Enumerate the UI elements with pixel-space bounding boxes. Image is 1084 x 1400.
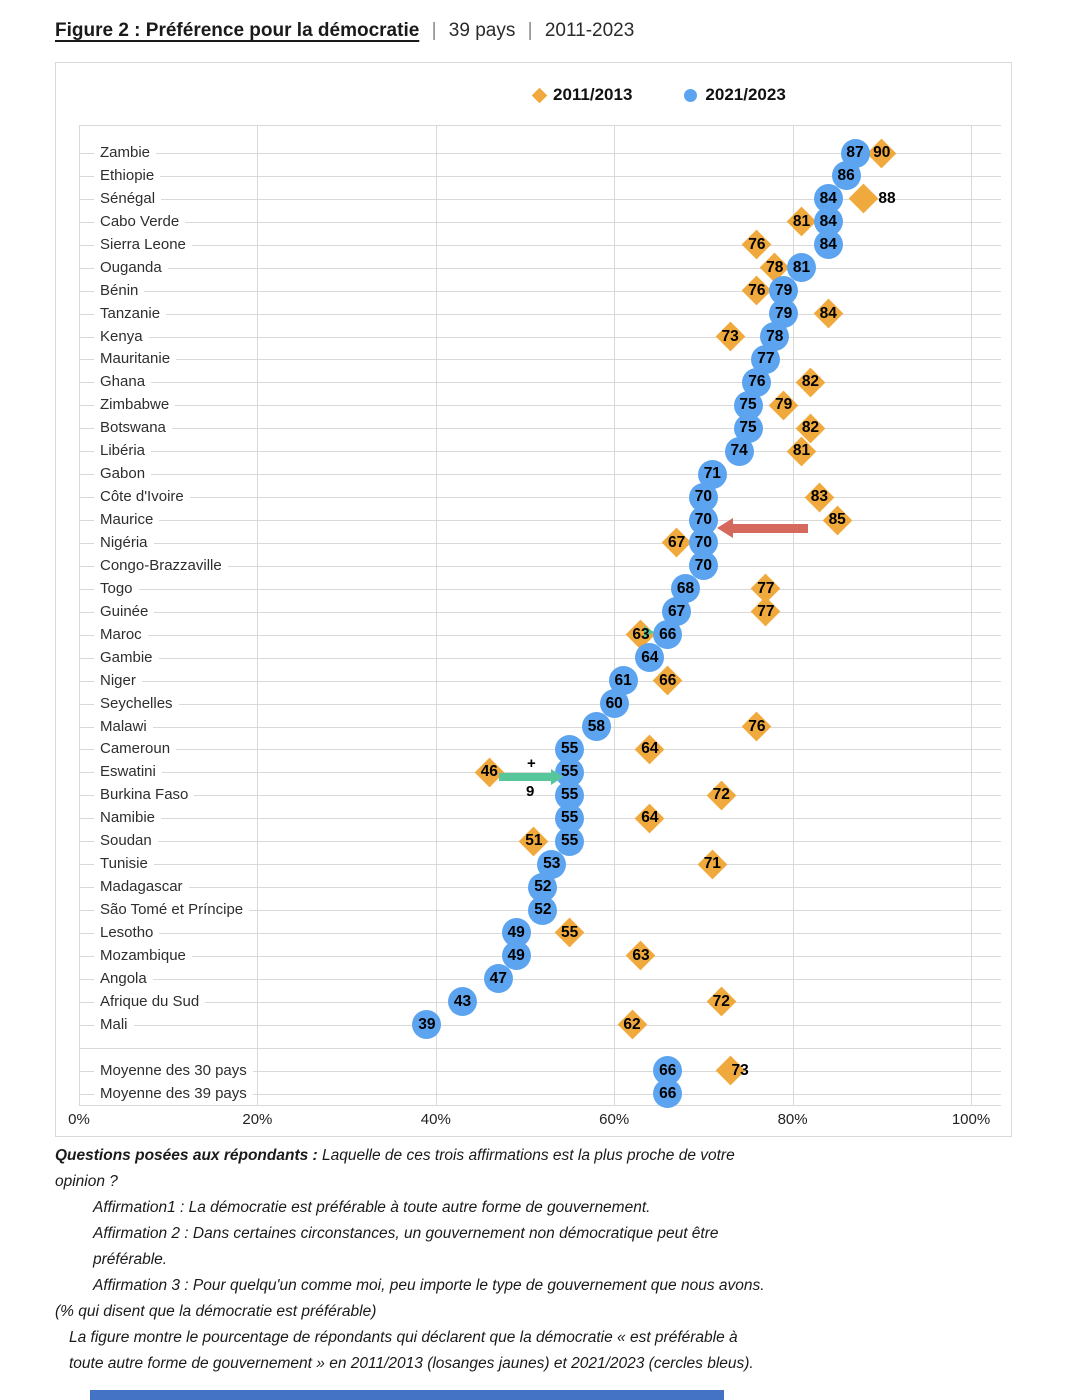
legend-label-2011-2013: 2011/2013 (553, 85, 633, 104)
value-label-2011: 76 (748, 717, 766, 735)
row-label: Cameroun (94, 740, 176, 758)
value-label-2021: 55 (560, 809, 579, 827)
x-axis-tick-label: 60% (599, 1111, 630, 1128)
value-label-2021: 75 (739, 419, 757, 437)
row-label: Guinée (94, 603, 154, 621)
row-label: Tanzanie (94, 305, 166, 323)
marker-diamond-2011 (742, 230, 772, 260)
row-gridline (79, 818, 1001, 819)
value-label-2021: 70 (694, 511, 713, 529)
value-label-2021: 70 (694, 488, 713, 506)
row-label: Gabon (94, 465, 151, 483)
value-label-2021: 81 (792, 258, 811, 276)
value-label-2021: 66 (659, 1084, 677, 1102)
value-label-2011: 67 (668, 533, 686, 551)
value-label-2011: 63 (632, 625, 650, 643)
row-label: Sierra Leone (94, 236, 192, 254)
value-label-2021: 64 (641, 648, 659, 666)
row-gridline (79, 382, 1001, 383)
marker-circle-2021 (725, 437, 754, 466)
marker-diamond-2011 (796, 368, 826, 398)
row-gridline (79, 933, 1001, 934)
row-label: Mozambique (94, 947, 192, 965)
value-label-2011: 72 (712, 786, 730, 804)
value-label-2021: 84 (819, 235, 837, 253)
row-label: Zimbabwe (94, 396, 175, 414)
marker-diamond-2011 (555, 918, 585, 948)
row-label: Congo-Brazzaville (94, 557, 228, 575)
marker-circle-2021 (653, 1079, 682, 1108)
marker-diamond-2011 (474, 758, 504, 788)
figure-title-main: Figure 2 : Préférence pour la démocratie (55, 20, 420, 41)
marker-diamond-2011 (715, 1056, 745, 1086)
value-label-2021: 87 (846, 144, 864, 161)
row-label: Maurice (94, 511, 159, 529)
value-label-2021: 86 (837, 166, 855, 184)
value-label-2021: 66 (659, 625, 677, 643)
value-label-2011: 46 (480, 763, 498, 781)
value-label-2011: 85 (828, 511, 846, 529)
marker-diamond-2011 (635, 735, 665, 765)
title-separator-2: | (527, 20, 533, 41)
value-label-2011: 51 (525, 832, 543, 850)
red-arrow-head (717, 518, 733, 538)
marker-diamond-2011 (822, 505, 852, 535)
note-line: Affirmation1 : La démocratie est préférable à toute autre forme de gouvernement. (93, 1199, 651, 1216)
value-label-2021: 58 (587, 717, 605, 735)
value-label-2021: 52 (534, 878, 552, 896)
value-label-2011: 84 (819, 304, 837, 322)
value-label-2011: 76 (748, 281, 766, 299)
note-line: Affirmation 2 : Dans certaines circonstances, un gouvernement non démocratique peut être (93, 1225, 719, 1242)
vertical-gridline (436, 125, 437, 1105)
value-label-2021: 79 (775, 304, 793, 322)
row-label: Maroc (94, 626, 148, 644)
value-label-2011: 77 (757, 579, 775, 597)
value-label-2021: 60 (605, 694, 623, 712)
value-label-2021: 55 (560, 832, 579, 850)
title-separator-1: | (431, 20, 437, 41)
row-label: Libéria (94, 442, 151, 460)
vertical-gridline (971, 125, 972, 1105)
note-bold-prefix: Questions posées aux répondants : (55, 1147, 318, 1164)
row-gridline (79, 979, 1001, 980)
value-label-2021: 84 (819, 212, 837, 230)
bottom-blue-bar (90, 1390, 724, 1400)
value-label-2011: 64 (641, 809, 659, 827)
marker-diamond-2011 (617, 1010, 647, 1040)
figure-title-years: 2011-2023 (544, 20, 635, 41)
value-label-2021: 75 (739, 396, 757, 414)
row-gridline (79, 337, 1001, 338)
marker-diamond-2011 (662, 528, 692, 558)
x-axis-line (79, 1105, 1001, 1106)
note-line: préférable. (93, 1251, 168, 1268)
value-label-2021: 68 (676, 579, 695, 597)
value-label-2011: 76 (748, 235, 766, 253)
value-label-2021: 47 (489, 969, 507, 987)
value-label-2021: 66 (659, 1061, 677, 1079)
legend-item-2021-2023 (684, 85, 785, 105)
row-label: Botswana (94, 419, 172, 437)
row-gridline (79, 658, 1001, 659)
row-gridline (79, 727, 1001, 728)
row-gridline (79, 749, 1001, 750)
row-gridline (79, 359, 1001, 360)
value-label-2021: 79 (775, 281, 793, 299)
marker-diamond-2011 (742, 276, 772, 306)
row-label: Namibie (94, 809, 161, 827)
marker-diamond-2011 (813, 299, 843, 329)
row-gridline (79, 795, 1001, 796)
value-label-2011: 79 (775, 396, 793, 414)
note-line: Questions posées aux répondants : Laquelle de ces trois affirmations est la plus proche de votre (55, 1147, 735, 1164)
marker-diamond-2011 (805, 482, 835, 512)
nine-annotation: 9 (526, 783, 535, 801)
row-label: Moyenne des 30 pays (94, 1062, 253, 1080)
row-label: Angola (94, 970, 153, 988)
value-label-2011: 72 (712, 992, 730, 1010)
value-label-2011: 81 (792, 442, 811, 460)
value-label-2021: 67 (668, 602, 686, 620)
row-gridline (79, 704, 1001, 705)
value-label-2021: 70 (694, 556, 713, 574)
row-label: Cabo Verde (94, 213, 185, 231)
row-label: Malawi (94, 718, 153, 736)
note-line: toute autre forme de gouvernement » en 2011/2013 (losanges jaunes) et 2021/2023 (cercles bleus). (69, 1355, 754, 1372)
marker-diamond-2011 (697, 849, 727, 879)
legend-label-2021-2023: 2021/2023 (705, 85, 786, 104)
row-label: Togo (94, 580, 139, 598)
marker-diamond-2011 (635, 803, 665, 833)
value-label-2011: 73 (731, 1061, 749, 1079)
row-gridline (79, 474, 1001, 475)
figure-notes (55, 1143, 985, 1377)
x-axis-tick-label: 40% (420, 1111, 451, 1128)
value-label-2021: 77 (757, 350, 775, 368)
circle-legend-icon (684, 89, 697, 102)
x-axis-tick-label: 80% (777, 1111, 808, 1128)
row-label: Burkina Faso (94, 786, 194, 804)
value-label-2011: 88 (878, 189, 896, 207)
marker-diamond-2011 (867, 138, 897, 168)
row-label: Eswatini (94, 763, 162, 781)
row-gridline (79, 176, 1001, 177)
value-label-2011: 64 (641, 740, 659, 758)
value-label-2011: 71 (703, 855, 721, 873)
marker-diamond-2011 (787, 207, 817, 237)
value-label-2021: 39 (418, 1015, 436, 1033)
value-label-2021: 70 (694, 533, 713, 551)
value-label-2011: 62 (623, 1015, 641, 1033)
row-gridline (79, 451, 1001, 452)
row-label: Kenya (94, 328, 149, 346)
vertical-gridline (614, 125, 615, 1105)
note-line: Affirmation 3 : Pour quelqu'un comme moi, peu importe le type de gouvernement que nous avons. (93, 1277, 765, 1294)
row-gridline (79, 222, 1001, 223)
row-gridline (79, 635, 1001, 636)
row-label: Côte d'Ivoire (94, 488, 190, 506)
diamond-legend-icon (532, 87, 548, 103)
note-line: opinion ? (55, 1173, 118, 1190)
value-label-2011: 73 (721, 327, 739, 345)
row-label: São Tomé et Príncipe (94, 901, 249, 919)
marker-diamond-2011 (742, 712, 772, 742)
row-label: Madagascar (94, 878, 189, 896)
note-line: (% qui disent que la démocratie est préférable) (55, 1303, 377, 1320)
x-axis-tick-label: 20% (242, 1111, 273, 1128)
green-arrow-tail (499, 773, 551, 781)
value-label-2011: 78 (766, 258, 784, 276)
x-axis-tick-label: 100% (951, 1111, 991, 1128)
value-label-2021: 43 (453, 992, 472, 1010)
row-gridline (79, 1002, 1001, 1003)
figure-title-pays: 39 pays (448, 20, 516, 41)
marker-circle-2021 (412, 1010, 441, 1039)
value-label-2021: 55 (560, 786, 579, 804)
value-label-2011: 82 (801, 373, 820, 391)
marker-circle-2021 (484, 964, 513, 993)
marker-circle-2021 (528, 896, 557, 925)
row-label: Zambie (94, 144, 156, 162)
row-label: Mauritanie (94, 350, 176, 368)
marker-circle-2021 (814, 230, 843, 259)
row-gridline (79, 543, 1001, 544)
plot-area (56, 63, 1011, 1136)
row-label: Bénin (94, 282, 144, 300)
marker-diamond-2011 (706, 780, 736, 810)
row-gridline (79, 1025, 1001, 1026)
row-gridline (79, 956, 1001, 957)
value-label-2011: 90 (873, 144, 891, 161)
row-label: Tunisie (94, 855, 154, 873)
row-label: Moyenne des 39 pays (94, 1085, 253, 1103)
red-arrow-tail (732, 524, 808, 533)
row-gridline (79, 497, 1001, 498)
marker-circle-2021 (448, 987, 477, 1016)
row-label: Seychelles (94, 695, 179, 713)
row-label: Ethiopie (94, 167, 160, 185)
marker-circle-2021 (582, 712, 611, 741)
value-label-2021: 61 (614, 671, 632, 689)
row-label: Niger (94, 672, 142, 690)
marker-diamond-2011 (751, 597, 781, 627)
marker-circle-2021 (635, 643, 664, 672)
marker-diamond-2011 (769, 390, 799, 420)
row-gridline (79, 405, 1001, 406)
value-label-2021: 55 (560, 740, 579, 758)
row-gridline (79, 589, 1001, 590)
value-label-2021: 49 (507, 946, 525, 964)
row-label: Mali (94, 1016, 134, 1034)
legend-item-2011-2013 (534, 85, 632, 105)
value-label-2021: 74 (730, 442, 748, 460)
x-axis-tick-label: 0% (68, 1111, 90, 1128)
value-label-2011: 77 (757, 602, 775, 620)
row-label: Sénégal (94, 190, 161, 208)
value-label-2021: 52 (534, 901, 552, 919)
chart-legend (534, 85, 786, 105)
value-label-2021: 78 (766, 327, 784, 345)
vertical-gridline (79, 125, 80, 1105)
row-gridline (79, 314, 1001, 315)
value-label-2011: 83 (810, 488, 828, 506)
marker-diamond-2011 (706, 987, 736, 1017)
row-label: Soudan (94, 832, 158, 850)
row-gridline (79, 245, 1001, 246)
value-label-2021: 53 (543, 855, 561, 873)
value-label-2021: 49 (507, 923, 525, 941)
value-label-2021: 55 (560, 763, 579, 781)
marker-diamond-2011 (715, 322, 745, 352)
value-label-2021: 84 (819, 189, 837, 207)
value-label-2021: 76 (748, 373, 766, 391)
value-label-2011: 82 (801, 419, 820, 437)
row-gridline (79, 291, 1001, 292)
row-gridline (79, 428, 1001, 429)
marker-circle-2021 (555, 827, 584, 856)
row-label: Ghana (94, 373, 151, 391)
note-line: La figure montre le pourcentage de répondants qui déclarent que la démocratie « est préférable à (69, 1329, 738, 1346)
row-gridline (79, 612, 1001, 613)
row-label: Lesotho (94, 924, 159, 942)
row-gridline (79, 1048, 1001, 1049)
row-label: Gambie (94, 649, 159, 667)
value-label-2011: 55 (560, 923, 579, 941)
row-gridline (79, 681, 1001, 682)
marker-diamond-2011 (653, 666, 683, 696)
plot-top-border (79, 125, 1001, 126)
row-label: Ouganda (94, 259, 168, 277)
value-label-2011: 81 (792, 212, 811, 230)
plus-annotation: + (527, 755, 536, 773)
value-label-2011: 63 (632, 946, 650, 964)
row-gridline (79, 520, 1001, 521)
marker-diamond-2011 (849, 184, 879, 214)
row-gridline (79, 268, 1001, 269)
value-label-2021: 71 (703, 465, 721, 483)
value-label-2011: 66 (659, 671, 677, 689)
row-label: Nigéria (94, 534, 154, 552)
marker-diamond-2011 (626, 941, 656, 971)
green-arrow-head (551, 769, 563, 785)
figure-title (55, 20, 634, 42)
row-label: Afrique du Sud (94, 993, 205, 1011)
vertical-gridline (257, 125, 258, 1105)
chart-container (55, 62, 1012, 1137)
